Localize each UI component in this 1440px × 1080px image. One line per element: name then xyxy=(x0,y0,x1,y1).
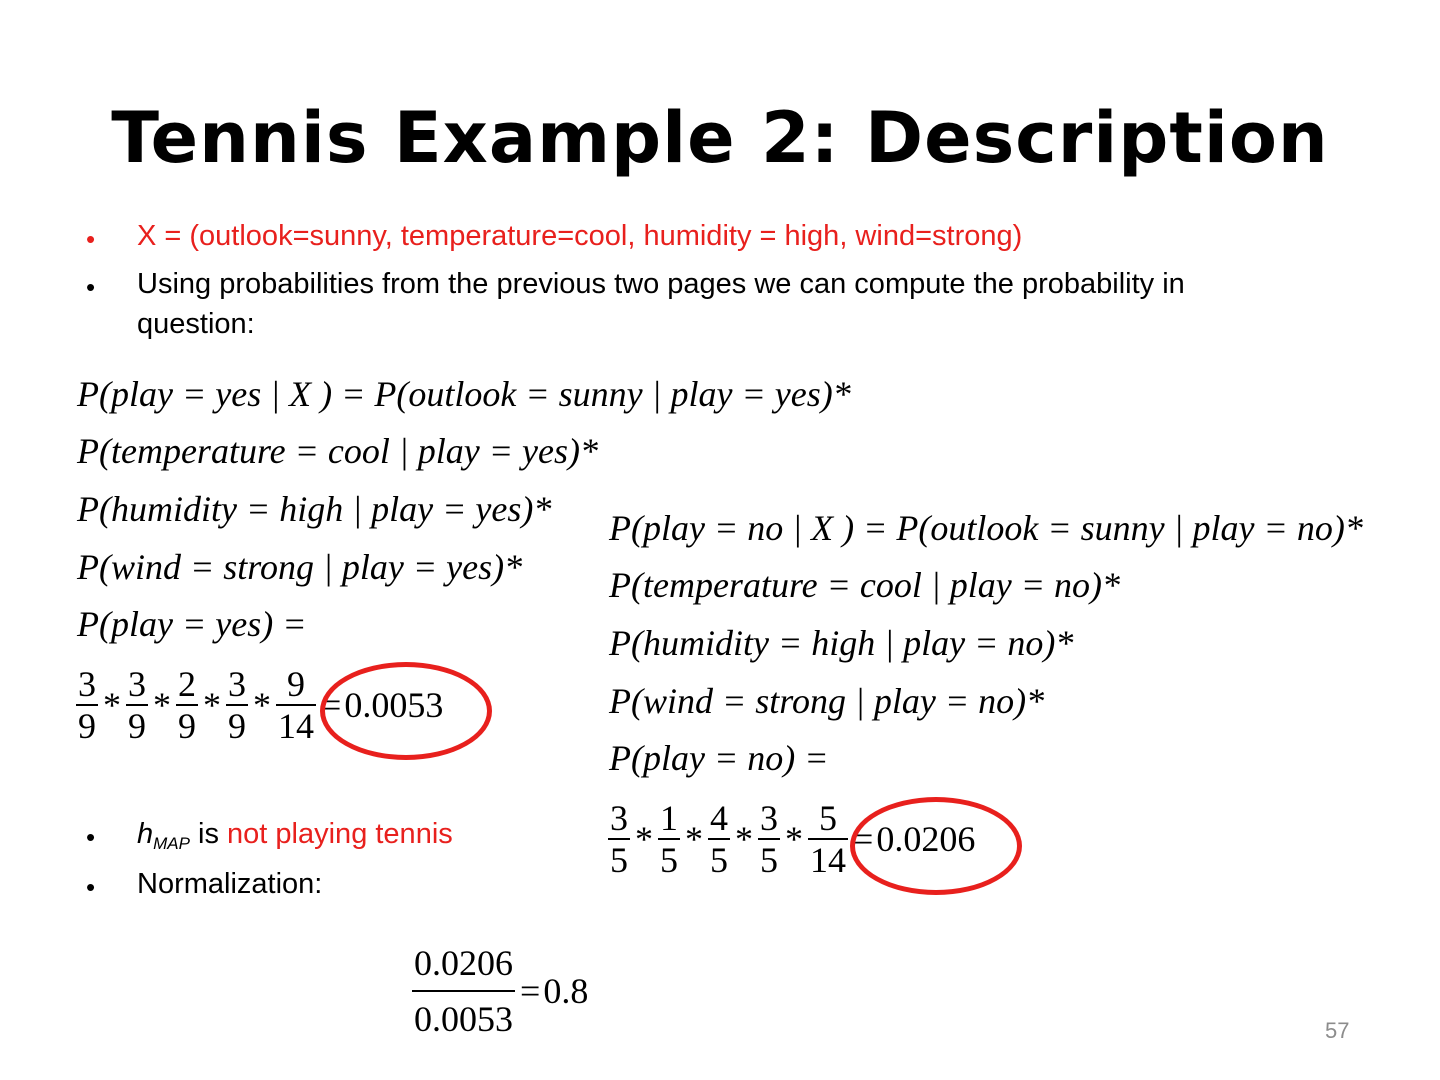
multiply-operator: * xyxy=(735,819,753,859)
conclusion-highlight: not playing tennis xyxy=(227,818,453,850)
hypothesis-symbol: h xyxy=(137,818,154,850)
normalization-label: Normalization: xyxy=(137,868,323,900)
equals-sign: = xyxy=(321,685,342,725)
yes-equation-line-3: P(humidity = high | play = yes)* xyxy=(77,489,552,529)
no-equation-line-1: P(play = no | X ) = P(outlook = sunny | play = no)* xyxy=(609,508,1363,548)
normalization-equation xyxy=(410,942,588,1040)
equals-sign: = xyxy=(520,971,541,1011)
equals-sign: = xyxy=(853,819,874,859)
multiply-operator: * xyxy=(103,685,121,725)
yes-fraction-outlook: $\frac{3}{9}$ xyxy=(78,664,96,746)
no-fraction-humidity: $\frac{4}{5}$ xyxy=(710,798,728,880)
no-equation-line-2: P(temperature = cool | play = no)* xyxy=(609,565,1121,605)
no-equation-line-5: P(play = no) = xyxy=(609,738,829,778)
yes-fraction-temperature: $\frac{3}{9}$ xyxy=(128,664,146,746)
yes-equation-line-5: P(play = yes) = xyxy=(77,604,307,644)
bullet-marker: • xyxy=(86,822,96,852)
bullet-marker: • xyxy=(86,872,96,902)
no-equation-line-3: P(humidity = high | play = no)* xyxy=(609,623,1074,663)
no-result-value: 0.0206 xyxy=(876,819,976,859)
multiply-operator: * xyxy=(685,819,703,859)
multiply-operator: * xyxy=(203,685,221,725)
no-equation-line-4: P(wind = strong | play = no)* xyxy=(609,681,1045,721)
bullet-definition-x: X = (outlook=sunny, temperature=cool, humidity = high, wind=strong) xyxy=(137,220,1023,252)
yes-equation-line-4: P(wind = strong | play = yes)* xyxy=(77,547,523,587)
multiply-operator: * xyxy=(785,819,803,859)
yes-equation-line-2: P(temperature = cool | play = yes)* xyxy=(77,431,598,471)
bullet-marker: • xyxy=(86,224,96,254)
no-fraction-wind: $\frac{3}{5}$ xyxy=(760,798,778,880)
hypothesis-subscript: MAP xyxy=(153,834,190,853)
slide-title: Tennis Example 2: Description xyxy=(111,97,1329,179)
yes-equation-line-1: P(play = yes | X ) = P(outlook = sunny | play = yes)* xyxy=(77,374,851,414)
yes-result-highlight-circle xyxy=(320,662,492,760)
no-fraction-prior: $\frac{5}{14}$ xyxy=(810,798,846,880)
conclusion-hmap-statement xyxy=(137,814,453,864)
bullet-probability-intro-line1: Using probabilities from the previous two pages we can compute the probability in xyxy=(137,268,1185,300)
page-number: 57 xyxy=(1325,1018,1350,1043)
multiply-operator: * xyxy=(253,685,271,725)
no-result-highlight-circle xyxy=(850,797,1022,895)
multiply-operator: * xyxy=(153,685,171,725)
multiply-operator: * xyxy=(635,819,653,859)
yes-fraction-wind: $\frac{3}{9}$ xyxy=(228,664,246,746)
no-fraction-outlook: $\frac{3}{5}$ xyxy=(610,798,628,880)
yes-fraction-prior: $\frac{9}{14}$ xyxy=(278,664,314,746)
yes-fraction-humidity: $\frac{2}{9}$ xyxy=(178,664,196,746)
normalization-result: 0.8 xyxy=(543,971,589,1011)
is-text: is xyxy=(189,818,228,850)
no-fraction-temperature: $\frac{1}{5}$ xyxy=(660,798,678,880)
normalization-fraction: $\frac{0.0206}{0.0053}$ xyxy=(414,943,513,1039)
bullet-marker: • xyxy=(86,272,96,302)
bullet-probability-intro-line2: question: xyxy=(137,308,255,340)
yes-result-value: 0.0053 xyxy=(344,685,444,725)
